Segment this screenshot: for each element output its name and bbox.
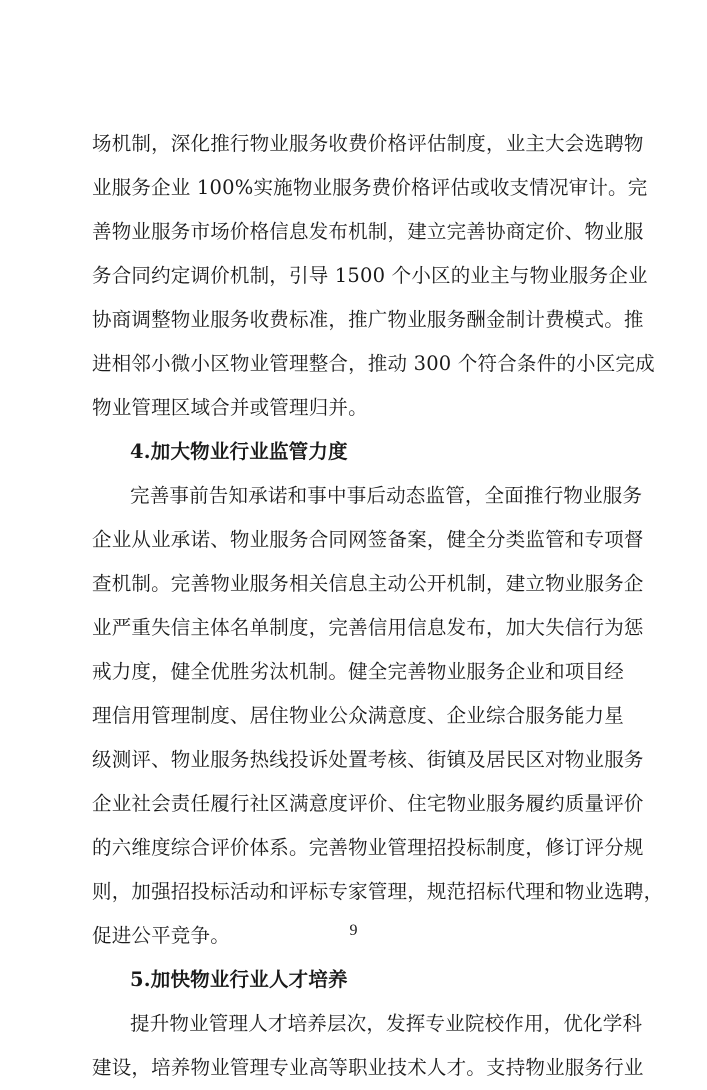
text-line: 善物业服务市场价格信息发布机制，建立完善协商定价、物业服 xyxy=(92,220,644,243)
text-line: 业严重失信主体名单制度，完善信用信息发布，加大失信行为惩 xyxy=(92,616,644,639)
text-line: 则，加强招投标活动和评标专家管理，规范招标代理和物业选聘， xyxy=(92,880,664,903)
section-heading-talent: 5.加快物业行业人才培养 xyxy=(130,968,348,991)
paragraph-supervision xyxy=(92,474,664,958)
text-line: 业服务企业 100%实施物业服务费价格评估或收支情况审计。完 xyxy=(92,176,648,199)
paragraph-talent xyxy=(92,1002,644,1090)
text-line: 促进公平竞争。 xyxy=(92,924,230,947)
text-line: 的六维度综合评价体系。完善物业管理招投标制度，修订评分规 xyxy=(92,836,644,859)
body-text xyxy=(92,122,664,1090)
section-heading-supervision: 4.加大物业行业监管力度 xyxy=(130,440,348,463)
text-line: 级测评、物业服务热线投诉处置考核、街镇及居民区对物业服务 xyxy=(92,748,644,771)
text-line: 企业社会责任履行社区满意度评价、住宅物业服务履约质量评价 xyxy=(92,792,644,815)
text-line: 企业从业承诺、物业服务合同网签备案，健全分类监管和专项督 xyxy=(92,528,644,551)
text-line: 协商调整物业服务收费标准，推广物业服务酬金制计费模式。推 xyxy=(92,308,644,331)
text-line: 建设，培养物业管理专业高等职业技术人才。支持物业服务行业 xyxy=(92,1056,644,1079)
text-line: 提升物业管理人才培养层次，发挥专业院校作用，优化学科 xyxy=(130,1012,643,1035)
page-number: 9 xyxy=(349,922,358,939)
text-line: 进相邻小微小区物业管理整合，推动 300 个符合条件的小区完成 xyxy=(92,352,655,375)
text-line: 完善事前告知承诺和事中事后动态监管，全面推行物业服务 xyxy=(130,484,643,507)
text-line: 理信用管理制度、居住物业公众满意度、企业综合服务能力星 xyxy=(92,704,624,727)
paragraph-market-mechanism xyxy=(92,122,655,430)
text-line: 务合同约定调价机制，引导 1500 个小区的业主与物业服务企业 xyxy=(92,264,648,287)
text-line: 查机制。完善物业服务相关信息主动公开机制，建立物业服务企 xyxy=(92,572,644,595)
text-line: 场机制，深化推行物业服务收费价格评估制度，业主大会选聘物 xyxy=(92,132,644,155)
text-line: 戒力度，健全优胜劣汰机制。健全完善物业服务企业和项目经 xyxy=(92,660,624,683)
text-line: 物业管理区域合并或管理归并。 xyxy=(92,396,368,419)
